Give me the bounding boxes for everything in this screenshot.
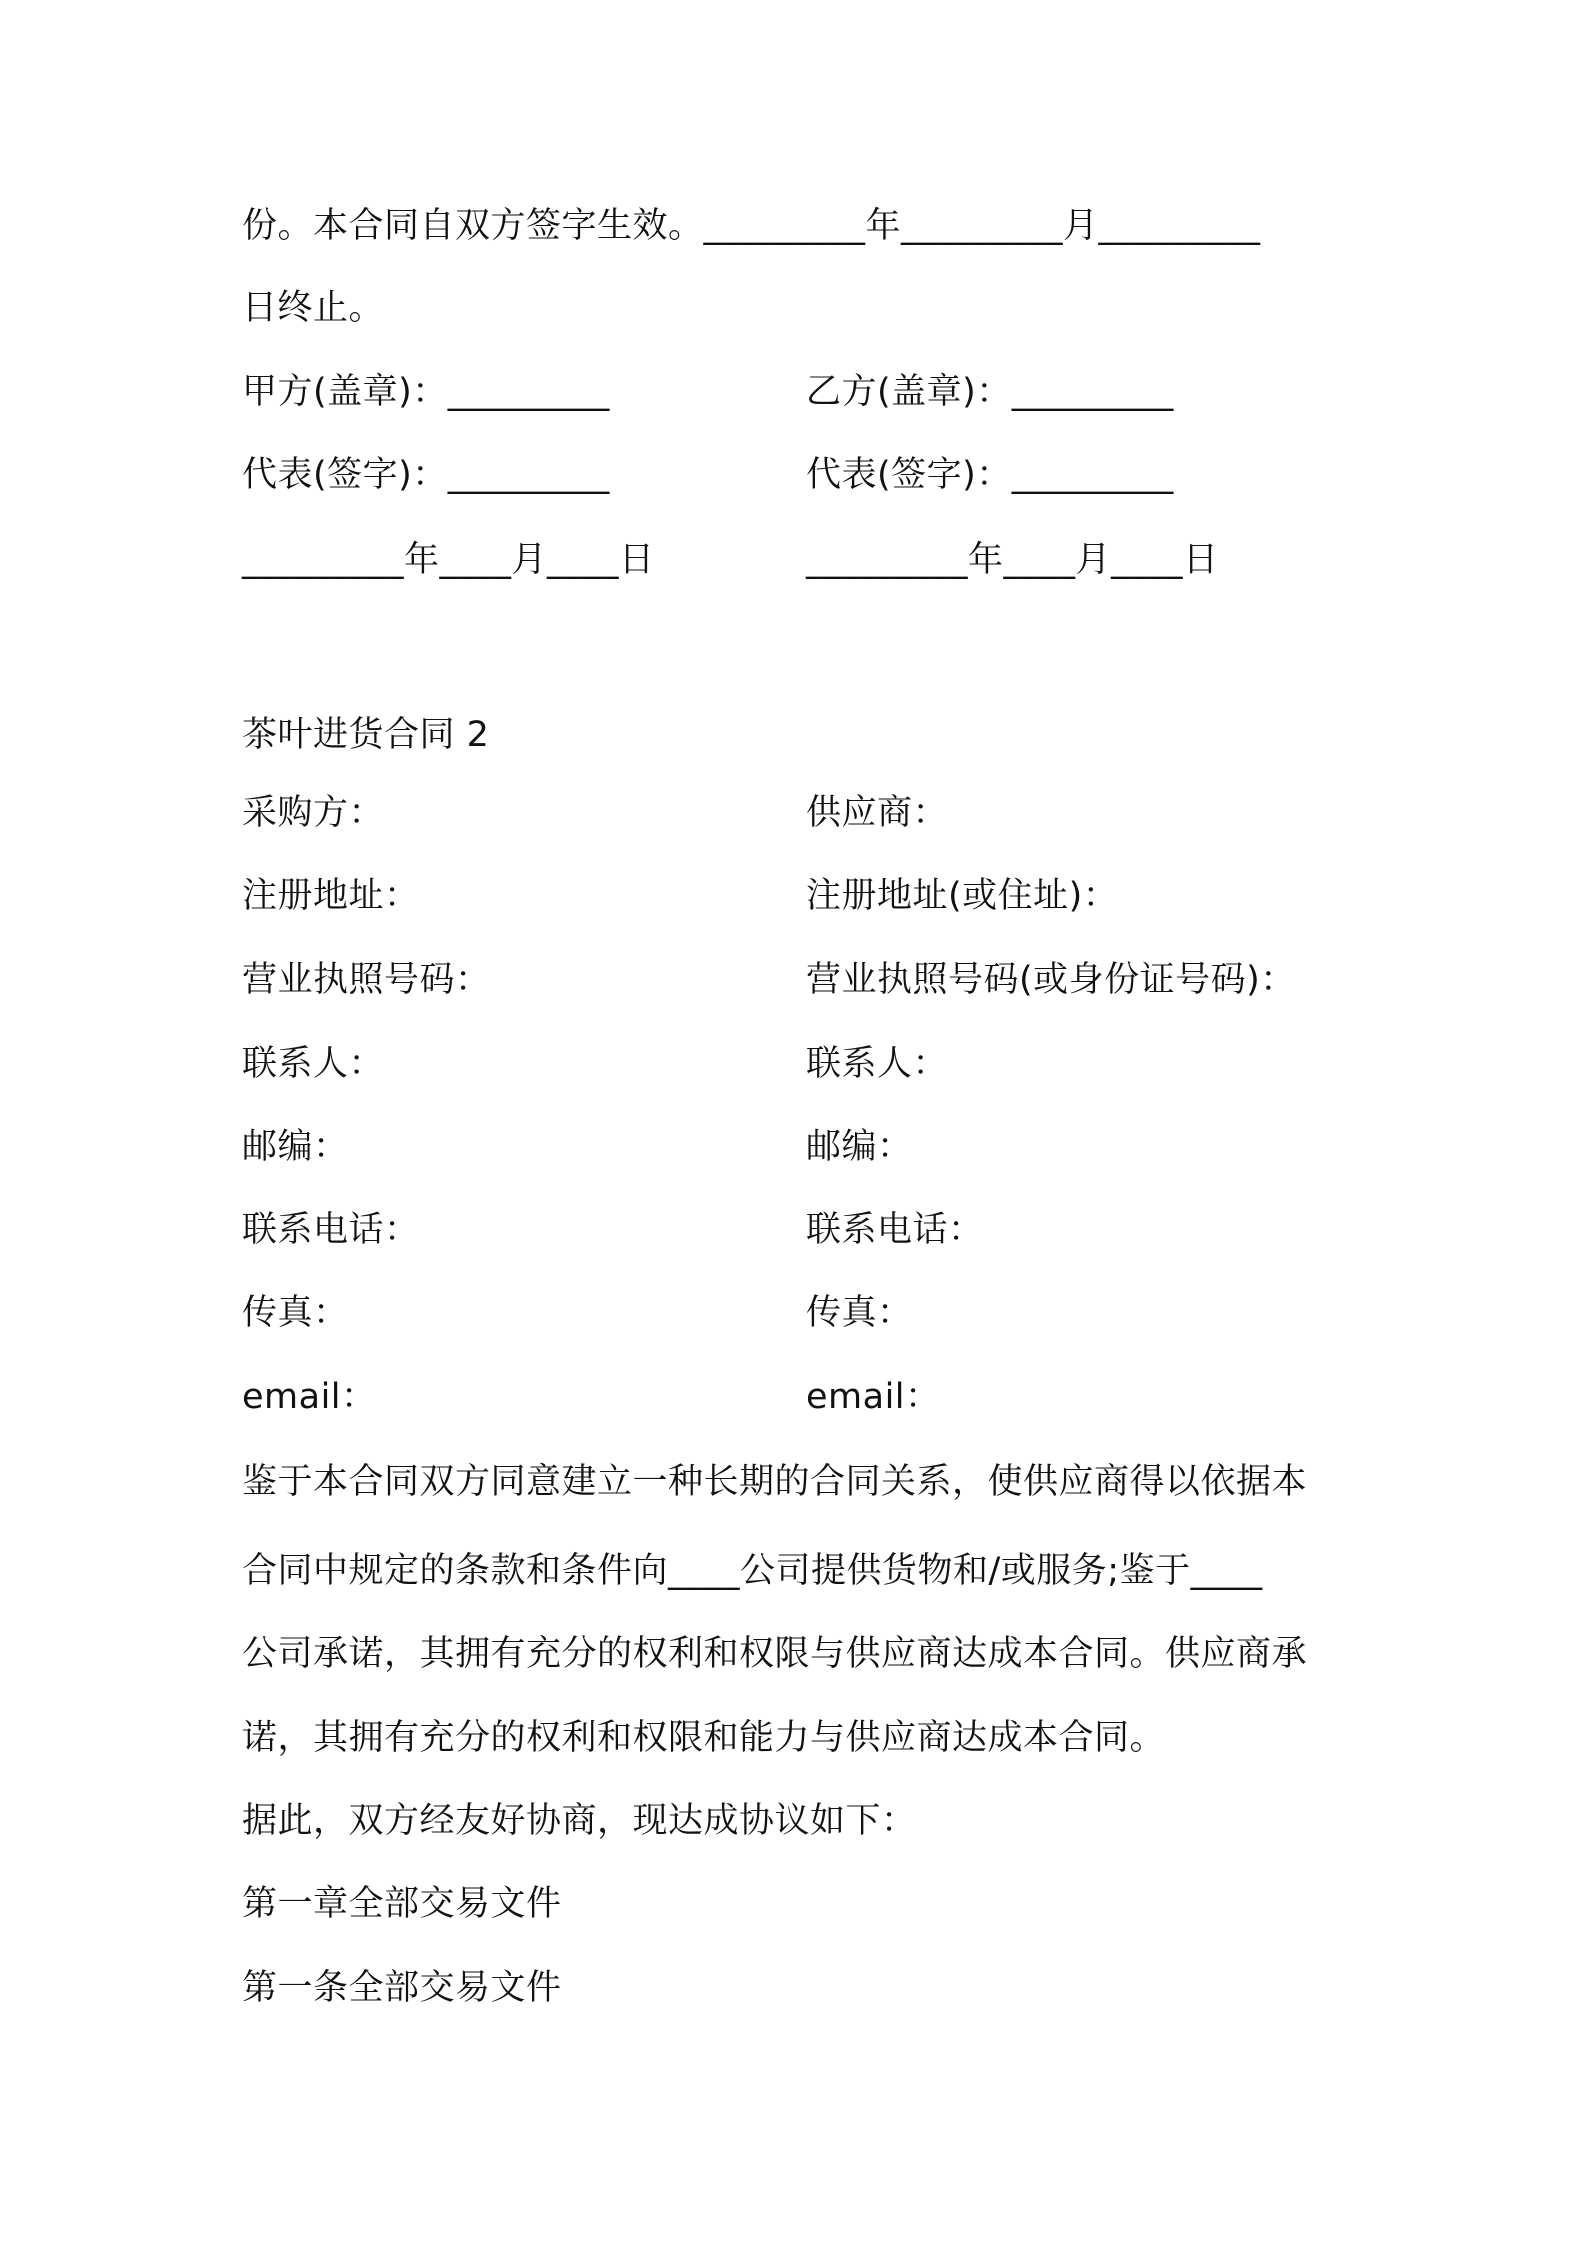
buyer-postcode-label: 邮编： [242,1127,349,1167]
party-a-date: _________年____月____日 [242,540,655,580]
supplier-address-label: 注册地址(或住址)： [806,876,1119,916]
buyer-address-label: 注册地址： [242,876,420,916]
buyer-fax-label: 传真： [242,1293,349,1333]
supplier-contact-label: 联系人： [806,1044,949,1084]
supplier-postcode-label: 邮编： [806,1127,913,1167]
party-a-seal: 甲方(盖章)：_________ [242,372,610,412]
supplier-name-label: 供应商： [806,793,949,833]
recital-line-4: 诺，其拥有充分的权利和权限和能力与供应商达成本合同。 [242,1718,1166,1758]
party-a-representative: 代表(签字)：_________ [242,455,610,495]
article-1-heading: 第一条全部交易文件 [242,1968,562,2008]
party-b-representative: 代表(签字)：_________ [806,455,1174,495]
agreement-intro: 据此，双方经友好协商，现达成协议如下： [242,1801,917,1841]
effective-date-line: 份。本合同自双方签字生效。_________年_________月_________ [242,206,1261,246]
contract-title: 茶叶进货合同 2 [242,715,490,755]
recital-line-1: 鉴于本合同双方同意建立一种长期的合同关系，使供应商得以依据本 [242,1462,1308,1502]
buyer-contact-label: 联系人： [242,1044,385,1084]
supplier-phone-label: 联系电话： [806,1210,984,1250]
recital-line-2: 合同中规定的条款和条件向____公司提供货物和/或服务;鉴于____ [242,1551,1263,1591]
buyer-phone-label: 联系电话： [242,1210,420,1250]
supplier-fax-label: 传真： [806,1293,913,1333]
buyer-license-label: 营业执照号码： [242,960,491,1000]
buyer-name-label: 采购方： [242,793,385,833]
party-b-date: _________年____月____日 [806,540,1219,580]
supplier-license-label: 营业执照号码(或身份证号码)： [806,960,1296,1000]
supplier-email-label: email： [806,1377,941,1417]
party-b-seal: 乙方(盖章)：_________ [806,372,1174,412]
recital-line-3: 公司承诺，其拥有充分的权利和权限与供应商达成本合同。供应商承 [242,1634,1308,1674]
buyer-email-label: email： [242,1377,377,1417]
termination-line: 日终止。 [242,288,385,328]
chapter-1-heading: 第一章全部交易文件 [242,1884,562,1924]
